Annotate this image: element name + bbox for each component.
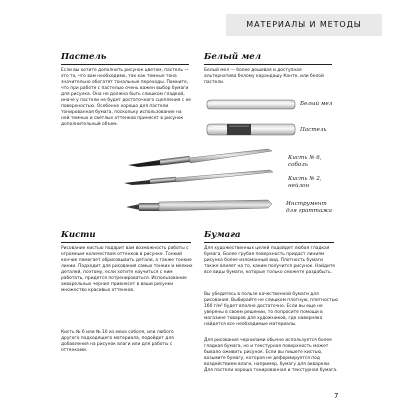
white-chalk-stick: [207, 100, 295, 109]
brushes-rule: [61, 242, 191, 243]
paper-rule: [204, 242, 334, 243]
brushes-heading: Кисти: [61, 230, 96, 240]
label-pastel: Пастель: [300, 127, 327, 133]
label-white-chalk: Белый мел: [300, 101, 333, 107]
paper-paragraph-3: Для рисования чернилами обычно используется более гладкая бумага, но и текстурная поверхность может бывало оживить рисунок. Если вы пишете кистью, возьмите бумагу, которая не деформируется под воздействием влаги, например, бумагу для акварели. Для пастели хороша тонированная и текстурная бумага.: [204, 338, 338, 373]
label-hatching-tool: Инструмент для граттажа: [286, 201, 332, 214]
chalk-heading: Белый мел: [204, 52, 262, 62]
pastel-stick: [207, 124, 295, 135]
chalk-text: Белый мел — более дешевая и доступная альтернатива белому карандашу Конте, или белой пастели.: [204, 68, 324, 85]
paper-heading: Бумага: [204, 230, 241, 240]
label-brush-6: Кисть № 6, соболь: [288, 155, 322, 168]
brushes-paragraph-2: Кисть № 6 или № 10 из меха соболя, или любого другого подходящего материала, подойдет для добавления на рисунок влаги или для работы с оттенками.: [61, 330, 174, 353]
pastel-text: Если вы хотите дополнить рисунок цветом, пастель — это то, что вам необходимо, так как темные тона значительно обогатят тональные переходы. Помните, что при работе с пастелью очень важен выбор бумаги для рисунка. Она не должна быть слишком гладкой, иначе у пастели не будет достаточного сцепления с ее поверхностью. Особенно хорошо для пастели тонированная бумага, поскольку использование на ней темных и светлых оттенков принесет в рисунок дополнительный объем.: [61, 68, 191, 127]
hatching-tool: [126, 200, 272, 211]
chalk-rule: [204, 64, 332, 65]
chapter-header: [226, 14, 382, 36]
pastel-rule: [61, 64, 189, 65]
paper-paragraph-2: Вы убедитесь в пользе качественной бумаги для рисования. Выбирайте не слишком плотную, плотностью 160 г/м² будет вполне достаточно. Если вы еще не уверены в своем решении, то попросите помощи в магазине товаров для художников, где наверняка найдется все необходимые материалы.: [204, 292, 338, 327]
brush-no6: [128, 149, 272, 167]
label-brush-2: Кисть № 2, нейлон: [288, 176, 322, 189]
page-number: 7: [334, 392, 339, 400]
brushes-paragraph-1: Рисование кистью подарит вам возможность работы с огромным количеством оттенков в рисунке. Тонкий кончик помогает обрисовывать детали, а также тонкие линии. Подходит для рисования самых тонких и мелких деталей, поэтому, если хотите научиться с ним работать, придется потренироваться. Использование акварельных чернил привнесет в ваши рисунки множество красивых оттенков.: [61, 246, 193, 293]
paper-paragraph-1: Для художественных целей подойдет любая гладкая бумага. Более грубая поверхность придаст линиям рисунка более изломанный вид. Плотность бумаги также влияет на то, каким получится рисунок. Найдите все виды бумаги, которые только сможете раздобыть.: [204, 246, 336, 275]
brush-no2: [124, 170, 273, 185]
chapter-title: МАТЕРИАЛЫ И МЕТОДЫ: [246, 20, 362, 29]
pastel-heading: Пастель: [61, 52, 107, 62]
